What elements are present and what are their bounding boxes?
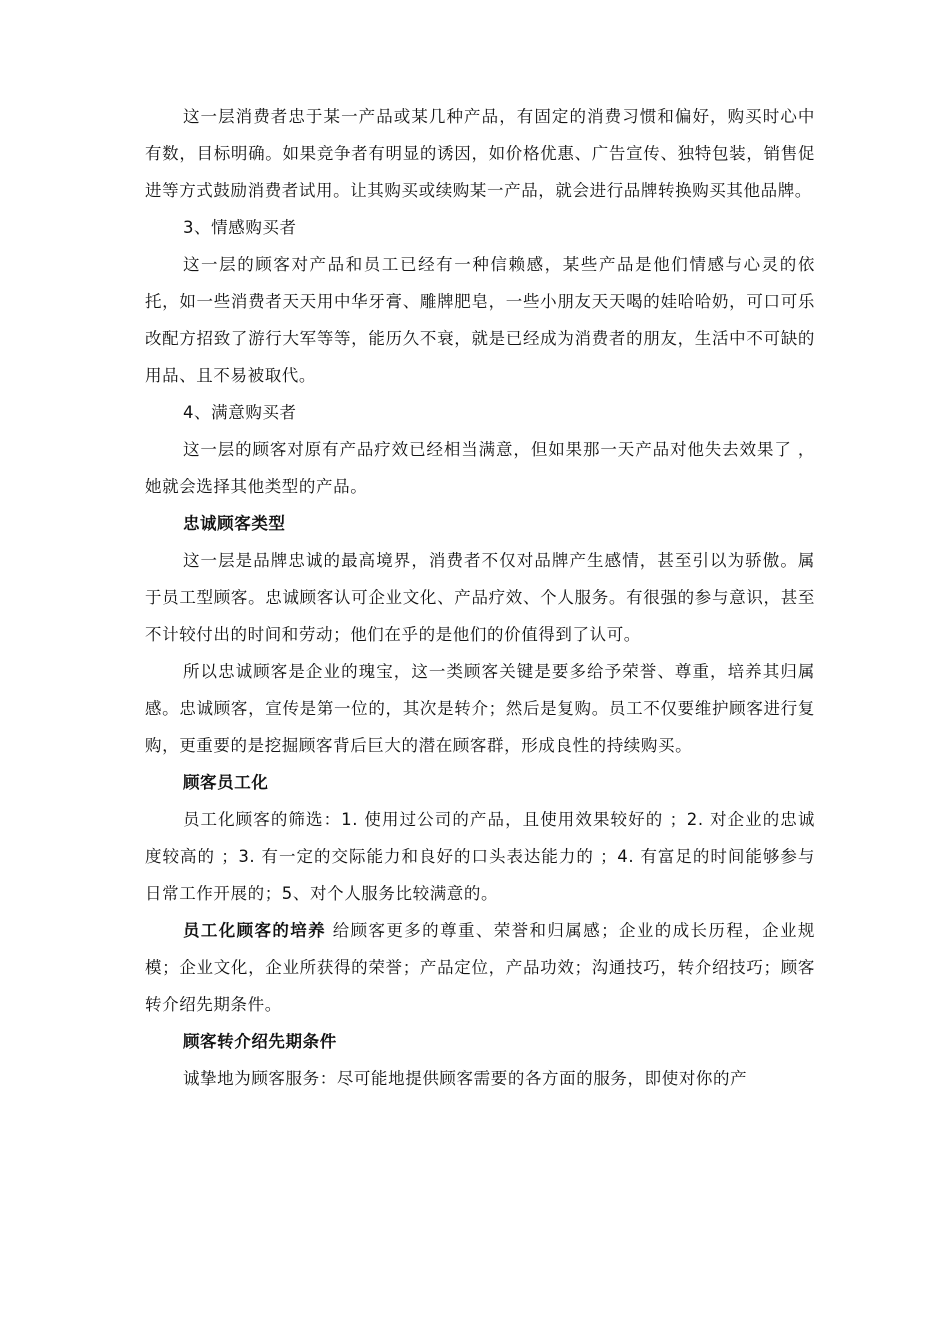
- paragraph-emotional-buyer: 这一层的顾客对产品和员工已经有一种信赖感，某些产品是他们情感与心灵的依托，如一些消费者天天用中华牙膏、雕牌肥皂，一些小朋友天天喝的娃哈哈奶，可口可乐改配方招致了游行大军等等，能历久不衰，就是已经成为消费者的朋友，生活中不可缺的用品、且不易被取代。: [145, 255, 815, 385]
- lead-customer-training: 员工化顾客的培养: [182, 921, 327, 940]
- text-customer-training: 给顾客更多的尊重、荣誉和归属感；企业的成长历程，企业规模；企业文化，企业所获得的荣誉；产品定位，产品功效；沟通技巧，转介绍技巧；顾客转介绍先期条件。: [145, 921, 815, 1014]
- heading-referral-conditions: 顾客转介绍先期条件: [182, 1032, 337, 1051]
- paragraph-satisfied-buyer: 这一层的顾客对原有产品疗效已经相当满意，但如果那一天产品对他失去效果了 ，她就会选择其他类型的产品。: [145, 440, 815, 496]
- document-body: [145, 98, 815, 1097]
- subheading-emotional-buyer: 3、情感购买者: [182, 218, 297, 237]
- heading-customer-employee: 顾客员工化: [182, 773, 269, 792]
- paragraph-customer-screening: 员工化顾客的筛选：1. 使用过公司的产品，且使用效果较好的 ；2. 对企业的忠诚度较高的 ；3. 有一定的交际能力和良好的口头表达能力的 ；4. 有富足的时间能够参与日常工作开展的；5、对个人服务比较满意的。: [145, 810, 815, 903]
- heading-loyal-customer-type: 忠诚顾客类型: [182, 514, 286, 533]
- paragraph-customer-training: [145, 912, 815, 1023]
- paragraph-loyal-customer-treasure: 所以忠诚顾客是企业的瑰宝，这一类顾客关键是要多给予荣誉、尊重，培养其归属感。忠诚顾客，宣传是第一位的，其次是转介；然后是复购。员工不仅要维护顾客进行复购，更重要的是挖掘顾客背后巨大的潜在顾客群，形成良性的持续购买。: [145, 662, 815, 755]
- paragraph-loyal-customer-type: 这一层是品牌忠诚的最高境界，消费者不仅对品牌产生感情，甚至引以为骄傲。属于员工型顾客。忠诚顾客认可企业文化、产品疗效、个人服务。有很强的参与意识，甚至不计较付出的时间和劳动；他们在乎的是他们的价值得到了认可。: [145, 551, 815, 644]
- subheading-satisfied-buyer: 4、满意购买者: [182, 403, 297, 422]
- paragraph-referral-conditions: 诚挚地为顾客服务：尽可能地提供顾客需要的各方面的服务，即使对你的产: [182, 1069, 748, 1088]
- paragraph-loyal-habit: 这一层消费者忠于某一产品或某几种产品，有固定的消费习惯和偏好，购买时心中有数，目标明确。如果竞争者有明显的诱因，如价格优惠、广告宣传、独特包装，销售促进等方式鼓励消费者试用。让其购买或续购某一产品，就会进行品牌转换购买其他品牌。: [145, 107, 815, 200]
